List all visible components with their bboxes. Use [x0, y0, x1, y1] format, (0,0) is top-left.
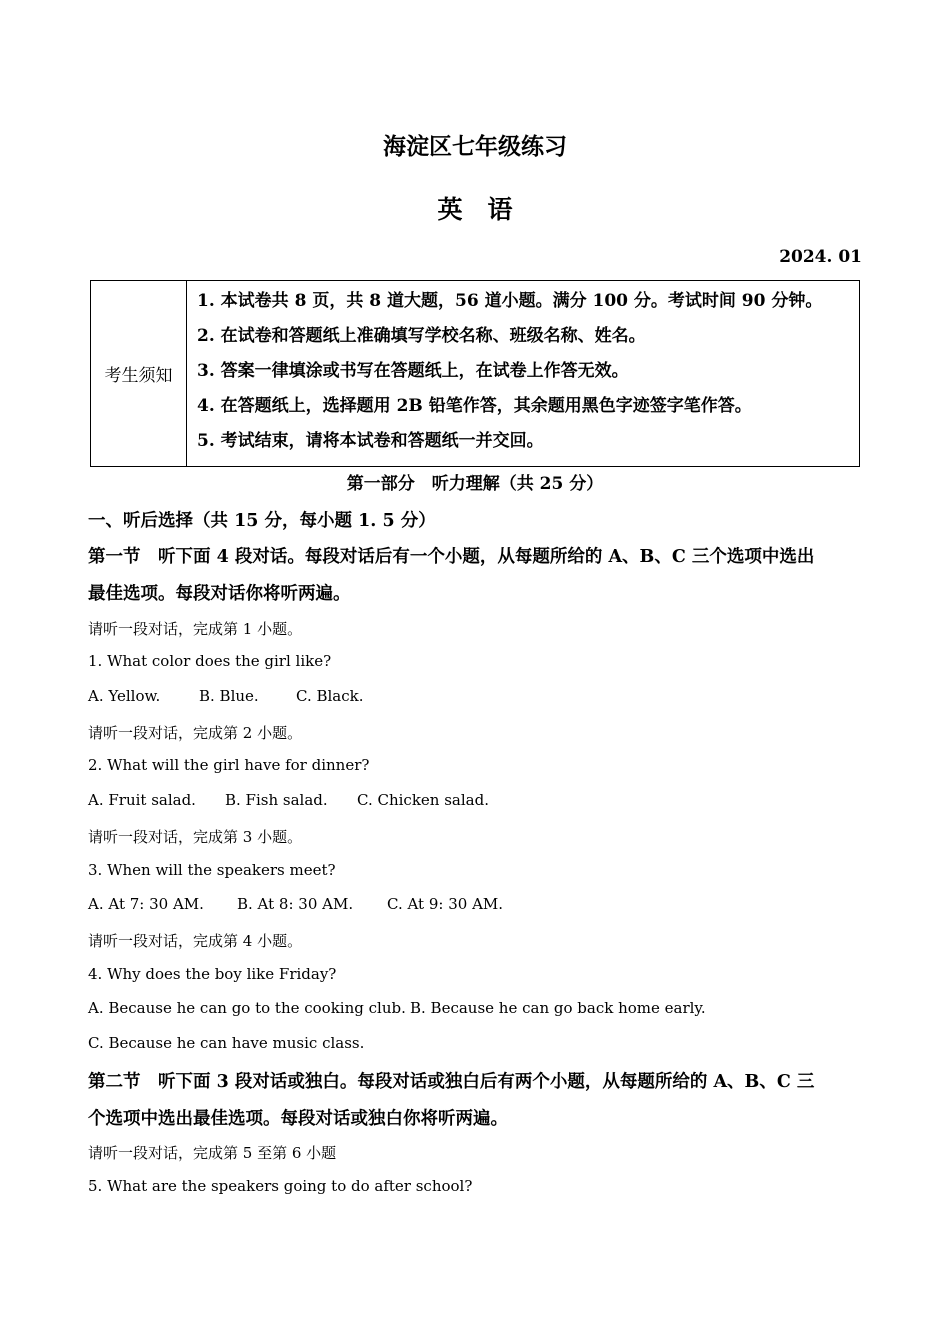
question-instruction: 请听一段对话，完成第 4 小题。	[88, 932, 303, 950]
option-c: C. Black.	[296, 687, 364, 705]
notice-item: 5. 考试结束，请将本试卷和答题纸一并交回。	[197, 431, 544, 451]
question-text: 2. What will the girl have for dinner?	[88, 756, 370, 774]
question-text: 3. When will the speakers meet?	[88, 861, 336, 879]
option-a: A. Fruit salad.	[88, 791, 196, 809]
notice-label: 考生须知	[91, 281, 187, 467]
option-b: B. Fish salad.	[225, 791, 328, 809]
notice-item: 2. 在试卷和答题纸上准确填写学校名称、班级名称、姓名。	[197, 326, 646, 346]
subsection-heading-cont: 最佳选项。每段对话你将听两遍。	[88, 584, 351, 604]
question-text: 5. What are the speakers going to do after school?	[88, 1177, 473, 1195]
section-heading: 一、听后选择（共 15 分，每小题 1. 5 分）	[88, 511, 436, 531]
option-b: B. Because he can go back home early.	[410, 999, 706, 1017]
question-instruction: 请听一段对话，完成第 5 至第 6 小题	[88, 1144, 337, 1162]
subject-title: 英 语	[437, 195, 513, 224]
notice-items-cell	[187, 281, 860, 467]
option-b: B. Blue.	[199, 687, 259, 705]
question-instruction: 请听一段对话，完成第 3 小题。	[88, 828, 303, 846]
notice-item: 3. 答案一律填涂或书写在答题纸上，在试卷上作答无效。	[197, 361, 629, 381]
candidate-notice-table	[90, 280, 860, 467]
subsection-heading: 第一节 听下面 4 段对话。每段对话后有一个小题，从每题所给的 A、B、C 三个选项中选出	[88, 547, 815, 567]
notice-item: 4. 在答题纸上，选择题用 2B 铅笔作答，其余题用黑色字迹签字笔作答。	[197, 396, 752, 416]
question-instruction: 请听一段对话，完成第 2 小题。	[88, 724, 303, 742]
subsection-heading-cont: 个选项中选出最佳选项。每段对话或独白你将听两遍。	[88, 1109, 508, 1129]
question-text: 1. What color does the girl like?	[88, 652, 332, 670]
notice-item: 1. 本试卷共 8 页，共 8 道大题，56 道小题。满分 100 分。考试时间 90 分钟。	[197, 291, 823, 311]
document-title: 海淀区七年级练习	[383, 133, 567, 160]
option-c: C. Chicken salad.	[357, 791, 489, 809]
part-title: 第一部分 听力理解（共 25 分）	[346, 474, 604, 494]
option-a: A. Because he can go to the cooking club.	[88, 999, 406, 1017]
question-instruction: 请听一段对话，完成第 1 小题。	[88, 620, 303, 638]
question-text: 4. Why does the boy like Friday?	[88, 965, 337, 983]
subsection-heading: 第二节 听下面 3 段对话或独白。每段对话或独白后有两个小题，从每题所给的 A、B、C 三	[88, 1072, 815, 1092]
option-c: C. At 9: 30 AM.	[387, 895, 504, 913]
option-a: A. At 7: 30 AM.	[88, 895, 204, 913]
option-c: C. Because he can have music class.	[88, 1034, 365, 1052]
exam-date: 2024. 01	[779, 247, 862, 267]
option-a: A. Yellow.	[88, 687, 161, 705]
option-b: B. At 8: 30 AM.	[237, 895, 354, 913]
